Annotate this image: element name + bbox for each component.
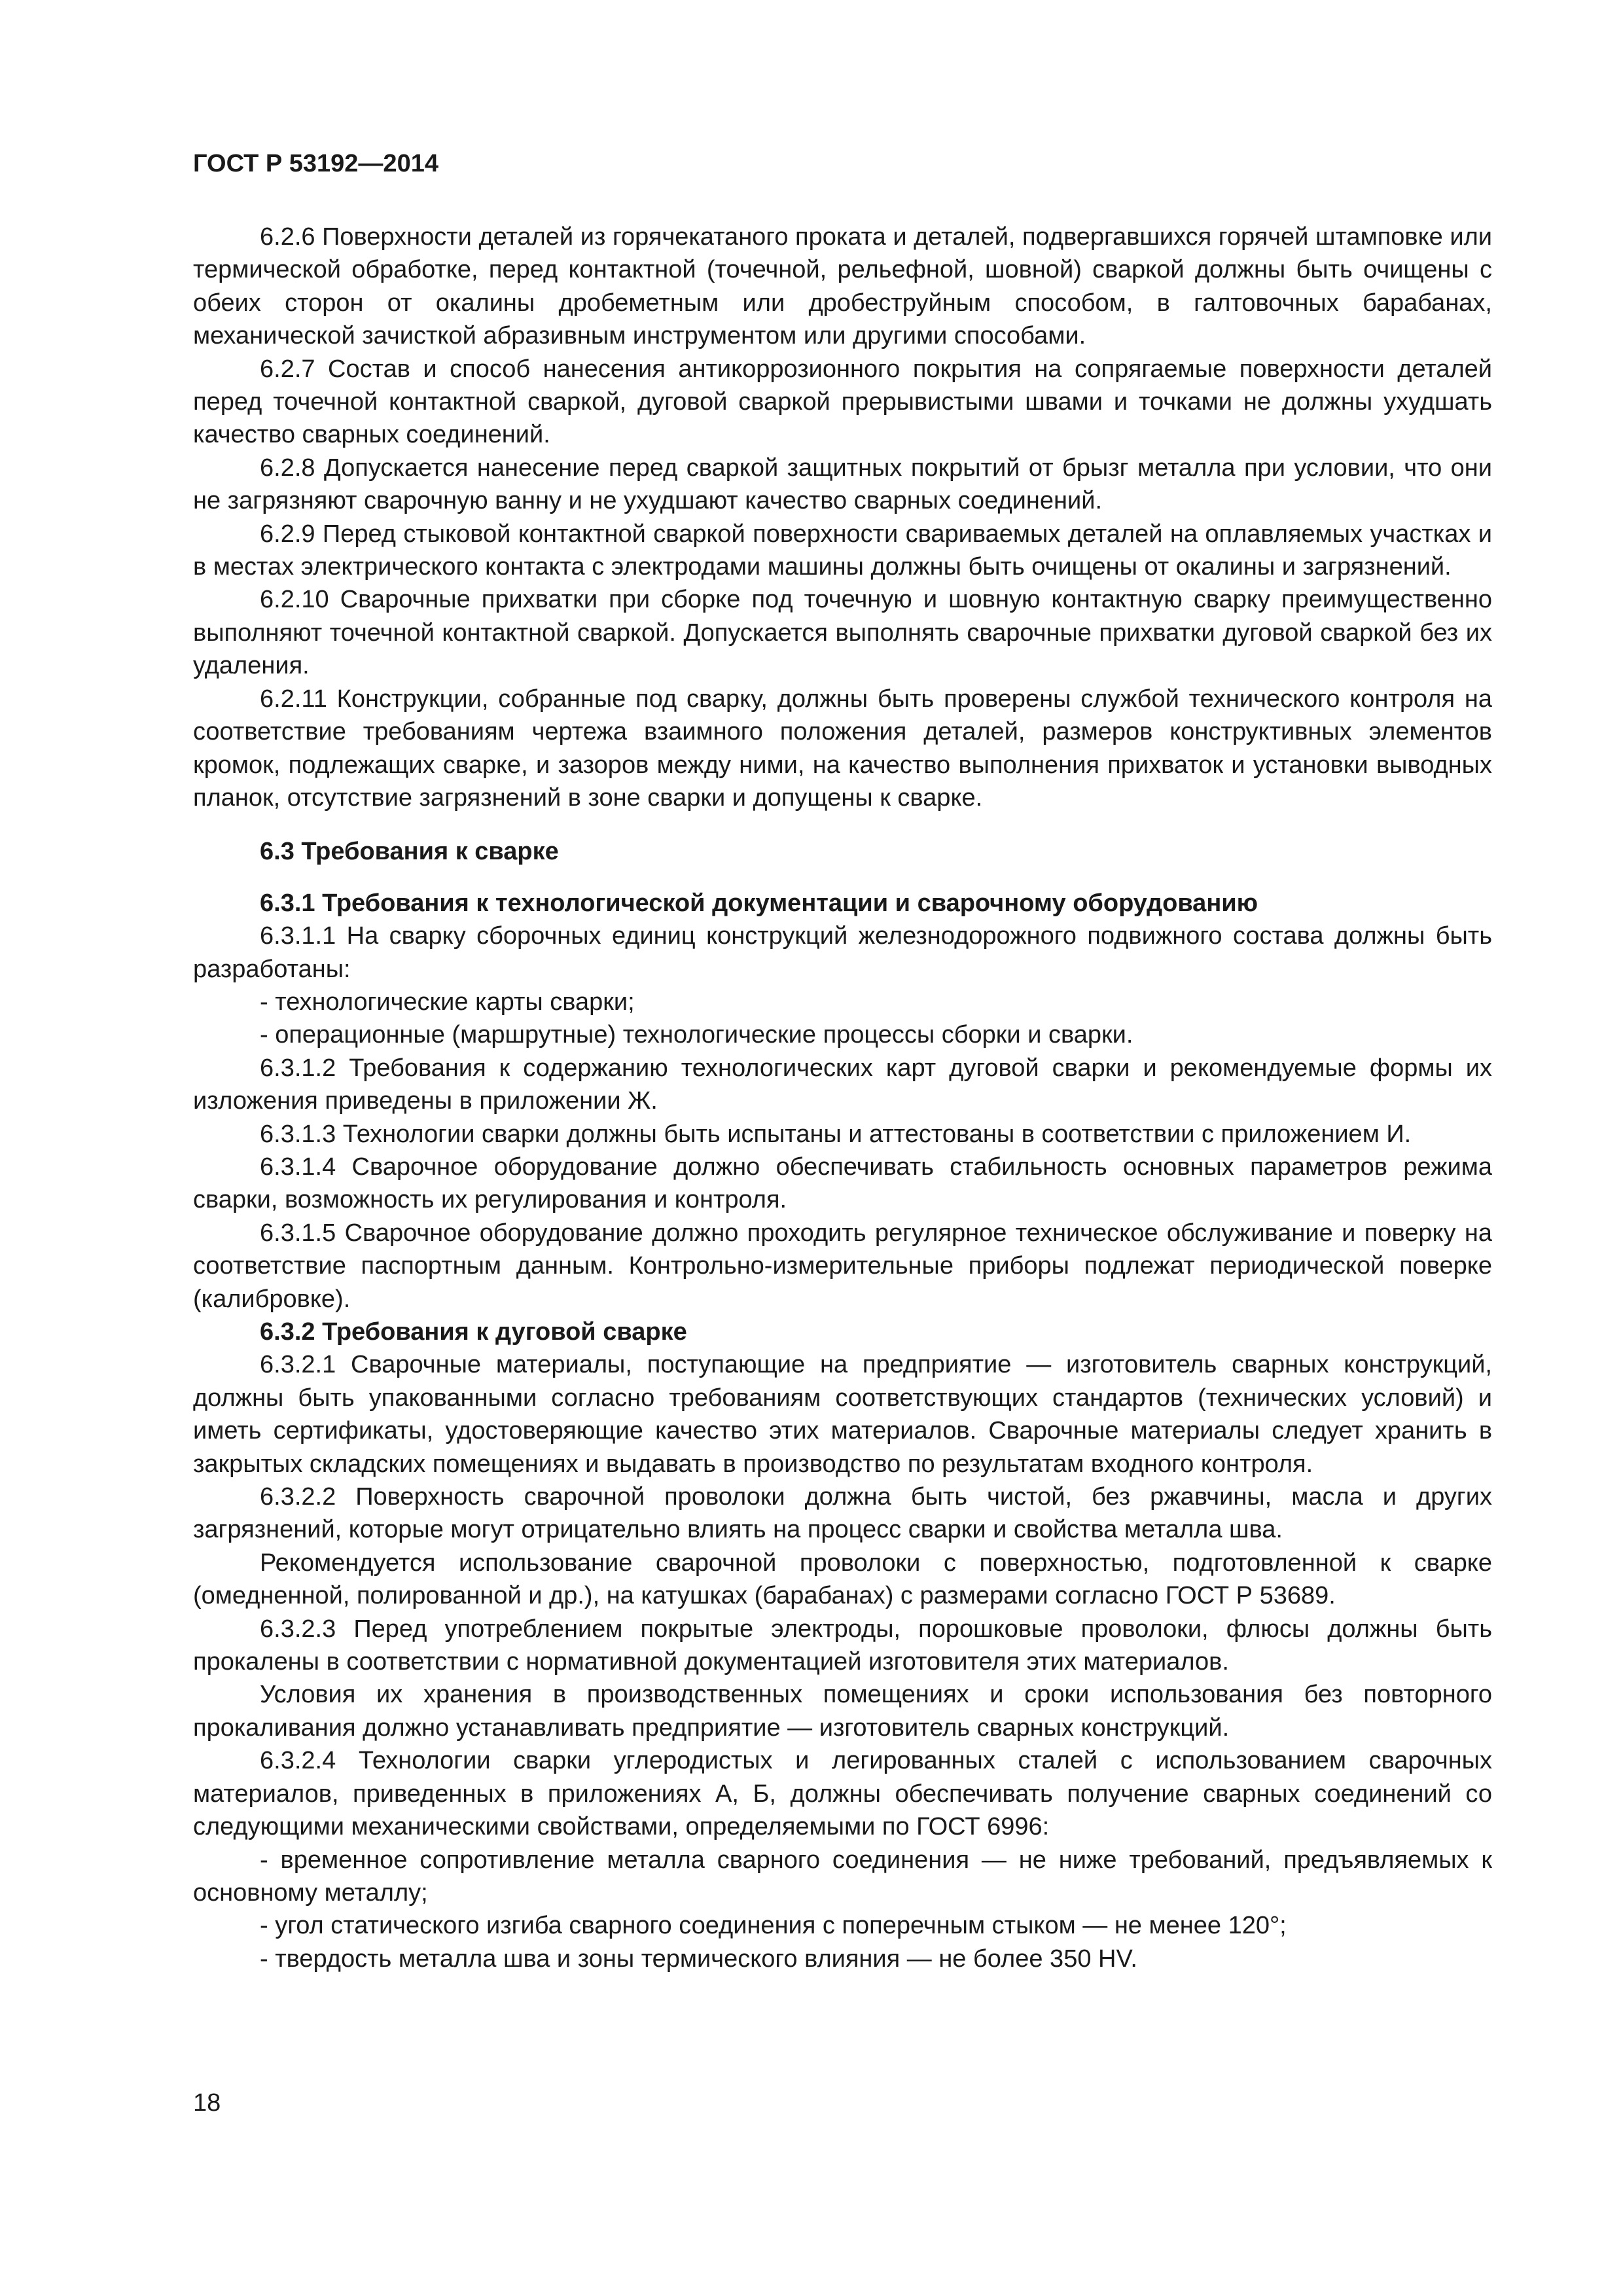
subsection-heading-6-3-1: 6.3.1 Требования к технологической документации и сварочному оборудованию xyxy=(260,889,1258,917)
page-number: 18 xyxy=(193,2089,221,2117)
paragraph-6-2-8: 6.2.8 Допускается нанесение перед сваркой защитных покрытий от брызг металла при условии, что они не загрязняют сварочную ванну и не ухудшают качество сварных соединений. xyxy=(193,454,1492,515)
paragraph-6-2-11: 6.2.11 Конструкции, собранные под сварку, должны быть проверены службой технического контроля на соответствие требованиям чертежа взаимного положения деталей, размеров конструктивных элементов кромок, подлежащих сварке, и зазоров между ними, на качество выполнения прихваток и установки выводных планок, отсутствие загрязнений в зоне сварки и допущены к сварке. xyxy=(193,685,1492,812)
paragraph-6-3-1-2: 6.3.1.2 Требования к содержанию технологических карт дуговой сварки и рекомендуемые формы их изложения приведены в приложении Ж. xyxy=(193,1054,1492,1115)
list-item: - угол статического изгиба сварного соединения с поперечным стыком — не менее 120°; xyxy=(260,1912,1287,1940)
paragraph-6-3-1-3: 6.3.1.3 Технологии сварки должны быть испытаны и аттестованы в соответствии с приложением И. xyxy=(260,1120,1412,1148)
paragraph-6-3-2-4: 6.3.2.4 Технологии сварки углеродистых и легированных сталей с использованием сварочных материалов, приведенных в приложениях А, Б, должны обеспечивать получение сварных соединений со следующими механическими свойствами, определяемыми по ГОСТ 6996: xyxy=(193,1747,1492,1841)
paragraph-6-3-1-4: 6.3.1.4 Сварочное оборудование должно обеспечивать стабильность основных параметров режима сварки, возможность их регулирования и контроля. xyxy=(193,1153,1492,1214)
paragraph-6-3-2-2: 6.3.2.2 Поверхность сварочной проволоки должна быть чистой, без ржавчины, масла и других загрязнений, которые могут отрицательно влиять на процесс сварки и свойства металла шва. xyxy=(193,1483,1492,1544)
section-heading-6-3: 6.3 Требования к сварке xyxy=(260,838,559,866)
list-item: - операционные (маршрутные) технологические процессы сборки и сварки. xyxy=(260,1021,1133,1049)
paragraph-6-2-10: 6.2.10 Сварочные прихватки при сборке под точечную и шовную контактную сварку преимущественно выполняют точечной контактной сваркой. Допускается выполнять сварочные прихватки дуговой сваркой без их удаления. xyxy=(193,586,1492,680)
paragraph-6-3-2-1: 6.3.2.1 Сварочные материалы, поступающие на предприятие — изготовитель сварных конструкций, должны быть упакованными согласно требованиям соответствующих стандартов (технических условий) и иметь сертификаты, удостоверяющие качество этих материалов. Сварочные материалы следует хранить в закрытых складских помещениях и выдавать в производство по результатам входного контроля. xyxy=(193,1351,1492,1478)
paragraph-6-3-2-3: 6.3.2.3 Перед употреблением покрытые электроды, порошковые проволоки, флюсы должны быть прокалены в соответствии с нормативной документацией изготовителя этих материалов. xyxy=(193,1615,1492,1676)
paragraph-6-2-9: 6.2.9 Перед стыковой контактной сваркой поверхности свариваемых деталей на оплавляемых участках и в местах электрического контакта с электродами машины должны быть очищены от окалины и загрязнений. xyxy=(193,520,1492,581)
list-item: - временное сопротивление металла сварного соединения — не ниже требований, предъявляемых к основному металлу; xyxy=(193,1846,1492,1907)
paragraph-6-3-1-5: 6.3.1.5 Сварочное оборудование должно проходить регулярное техническое обслуживание и поверку на соответствие паспортным данным. Контрольно-измерительные приборы подлежат периодической поверке (калибровке). xyxy=(193,1219,1492,1313)
paragraph-6-3-2-3-storage: Условия их хранения в производственных помещениях и сроки использования без повторного прокаливания должно устанавливать предприятие — изготовитель сварных конструкций. xyxy=(193,1681,1492,1742)
paragraph-6-2-7: 6.2.7 Состав и способ нанесения антикоррозионного покрытия на сопрягаемые поверхности деталей перед точечной контактной сваркой, дуговой сваркой прерывистыми швами и точками не должны ухудшать качество сварных соединений. xyxy=(193,355,1492,449)
paragraph-6-3-2-2-recommendation: Рекомендуется использование сварочной проволоки с поверхностью, подготовленной к сварке (омедненной, полированной и др.), на катушках (барабанах) с размерами согласно ГОСТ Р 53689. xyxy=(193,1549,1492,1610)
list-item: - твердость металла шва и зоны термического влияния — не более 350 HV. xyxy=(260,1945,1137,1973)
paragraph-6-2-6: 6.2.6 Поверхности деталей из горячекатаного проката и деталей, подвергавшихся горячей штамповке или термической обработке, перед контактной (точечной, рельефной, шовной) сваркой должны быть очищены с обеих сторон от окалины дробеметным или дробеструйным способом, в галтовочных барабанах, механической зачисткой абразивным инструментом или другими способами. xyxy=(193,223,1492,350)
list-item: - технологические карты сварки; xyxy=(260,988,635,1016)
subsection-heading-6-3-2: 6.3.2 Требования к дуговой сварке xyxy=(260,1318,687,1346)
document-page xyxy=(193,147,1492,1975)
paragraph-6-3-1-1: 6.3.1.1 На сварку сборочных единиц конструкций железнодорожного подвижного состава должны быть разработаны: xyxy=(193,922,1492,983)
document-header: ГОСТ Р 53192—2014 xyxy=(193,150,438,177)
